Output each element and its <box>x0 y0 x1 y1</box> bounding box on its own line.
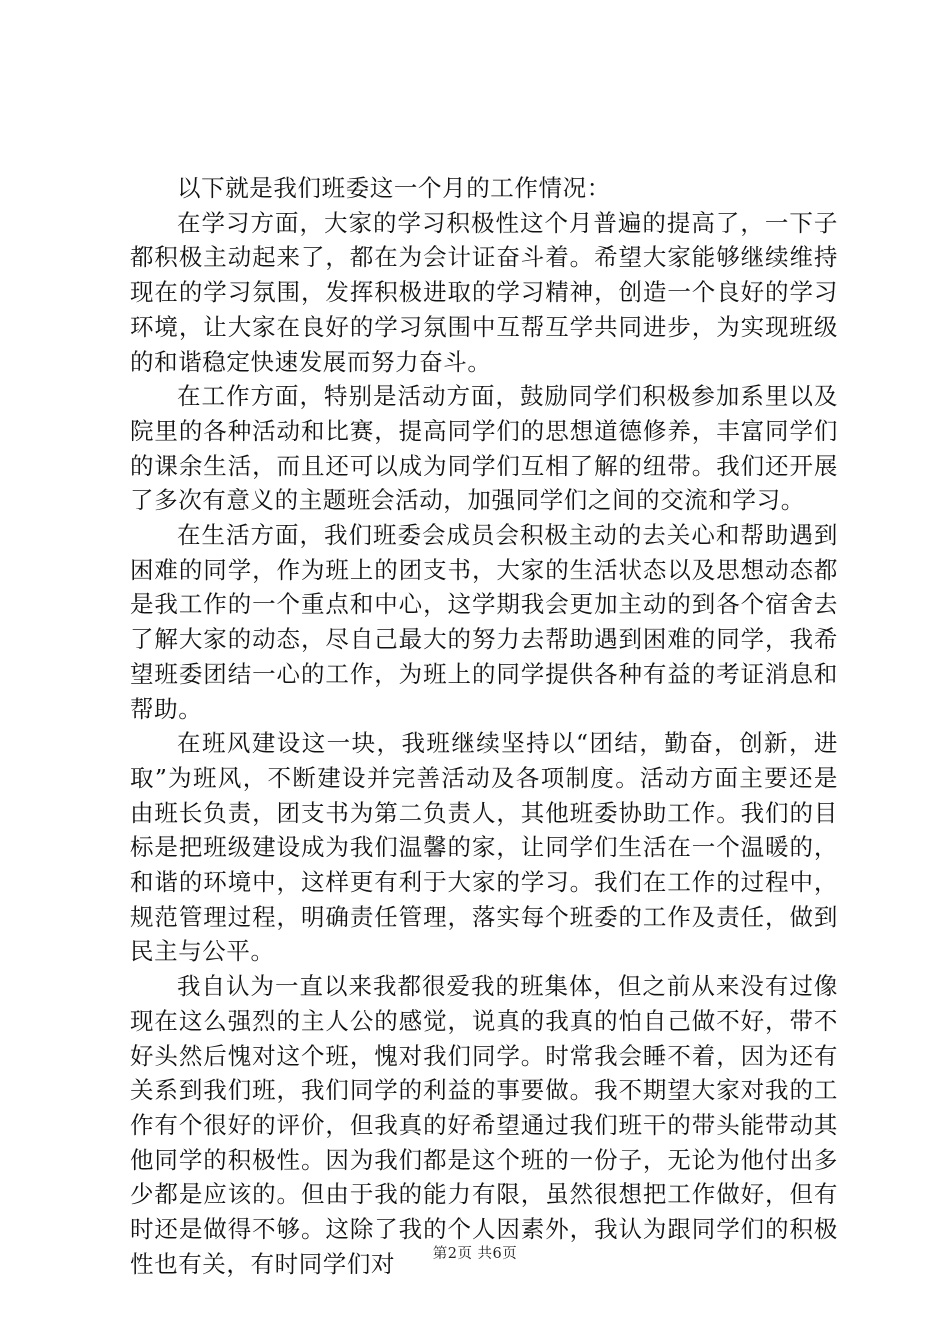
paragraph-reflection: 我自认为一直以来我都很爱我的班集体，但之前从来没有过像现在这么强烈的主人公的感觉，说真的我真的怕自己做不好，带不好头然后愧对这个班，愧对我们同学。时常我会睡不着，因为还有关系到我们班，我们同学的利益的事要做。我不期望大家对我的工作有个很好的评价，但我真的好希望通过我们班干的带头能带动其他同学的积极性。因为我们都是这个班的一份子，无论为他付出多少都是应该的。但由于我的能力有限，虽然很想把工作做好，但有时还是做得不够。这除了我的个人因素外，我认为跟同学们的积极性也有关，有时同学们对 <box>130 972 838 1278</box>
page-number-footer: 第2页 共6页 <box>432 1246 518 1262</box>
paragraph-intro: 以下就是我们班委这一个月的工作情况： <box>177 174 611 202</box>
document-body <box>130 171 838 1282</box>
paragraph-work: 在工作方面，特别是活动方面，鼓励同学们积极参加系里以及院里的各种活动和比赛，提高同学们的思想道德修养，丰富同学们的课余生活，而且还可以成为同学们互相了解的纽带。我们还开展了多次有意义的主题班会活动，加强同学们之间的交流和学习。 <box>130 382 838 515</box>
paragraph-life: 在生活方面，我们班委会成员会积极主动的去关心和帮助遇到困难的同学，作为班上的团支书，大家的生活状态以及思想动态都是我工作的一个重点和中心，这学期我会更加主动的到各个宿舍去了解大家的动态，尽自己最大的努力去帮助遇到困难的同学，我希望班委团结一心的工作，为班上的同学提供各种有益的考证消息和帮助。 <box>130 521 838 723</box>
paragraph-study: 在学习方面，大家的学习积极性这个月普遍的提高了，一下子都积极主动起来了，都在为会计证奋斗着。希望大家能够继续维持现在的学习氛围，发挥积极进取的学习精神，创造一个良好的学习环境，让大家在良好的学习氛围中互帮互学共同进步，为实现班级的和谐稳定快速发展而努力奋斗。 <box>130 208 838 376</box>
paragraph-class-style: 在班风建设这一块，我班继续坚持以“团结，勤奋，创新，进取”为班风，不断建设并完善活动及各项制度。活动方面主要还是由班长负责，团支书为第二负责人，其他班委协助工作。我们的目标是把班级建设成为我们温馨的家，让同学们生活在一个温暖的，和谐的环境中，这样更有利于大家的学习。我们在工作的过程中，规范管理过程，明确责任管理，落实每个班委的工作及责任，做到民主与公平。 <box>130 729 838 966</box>
